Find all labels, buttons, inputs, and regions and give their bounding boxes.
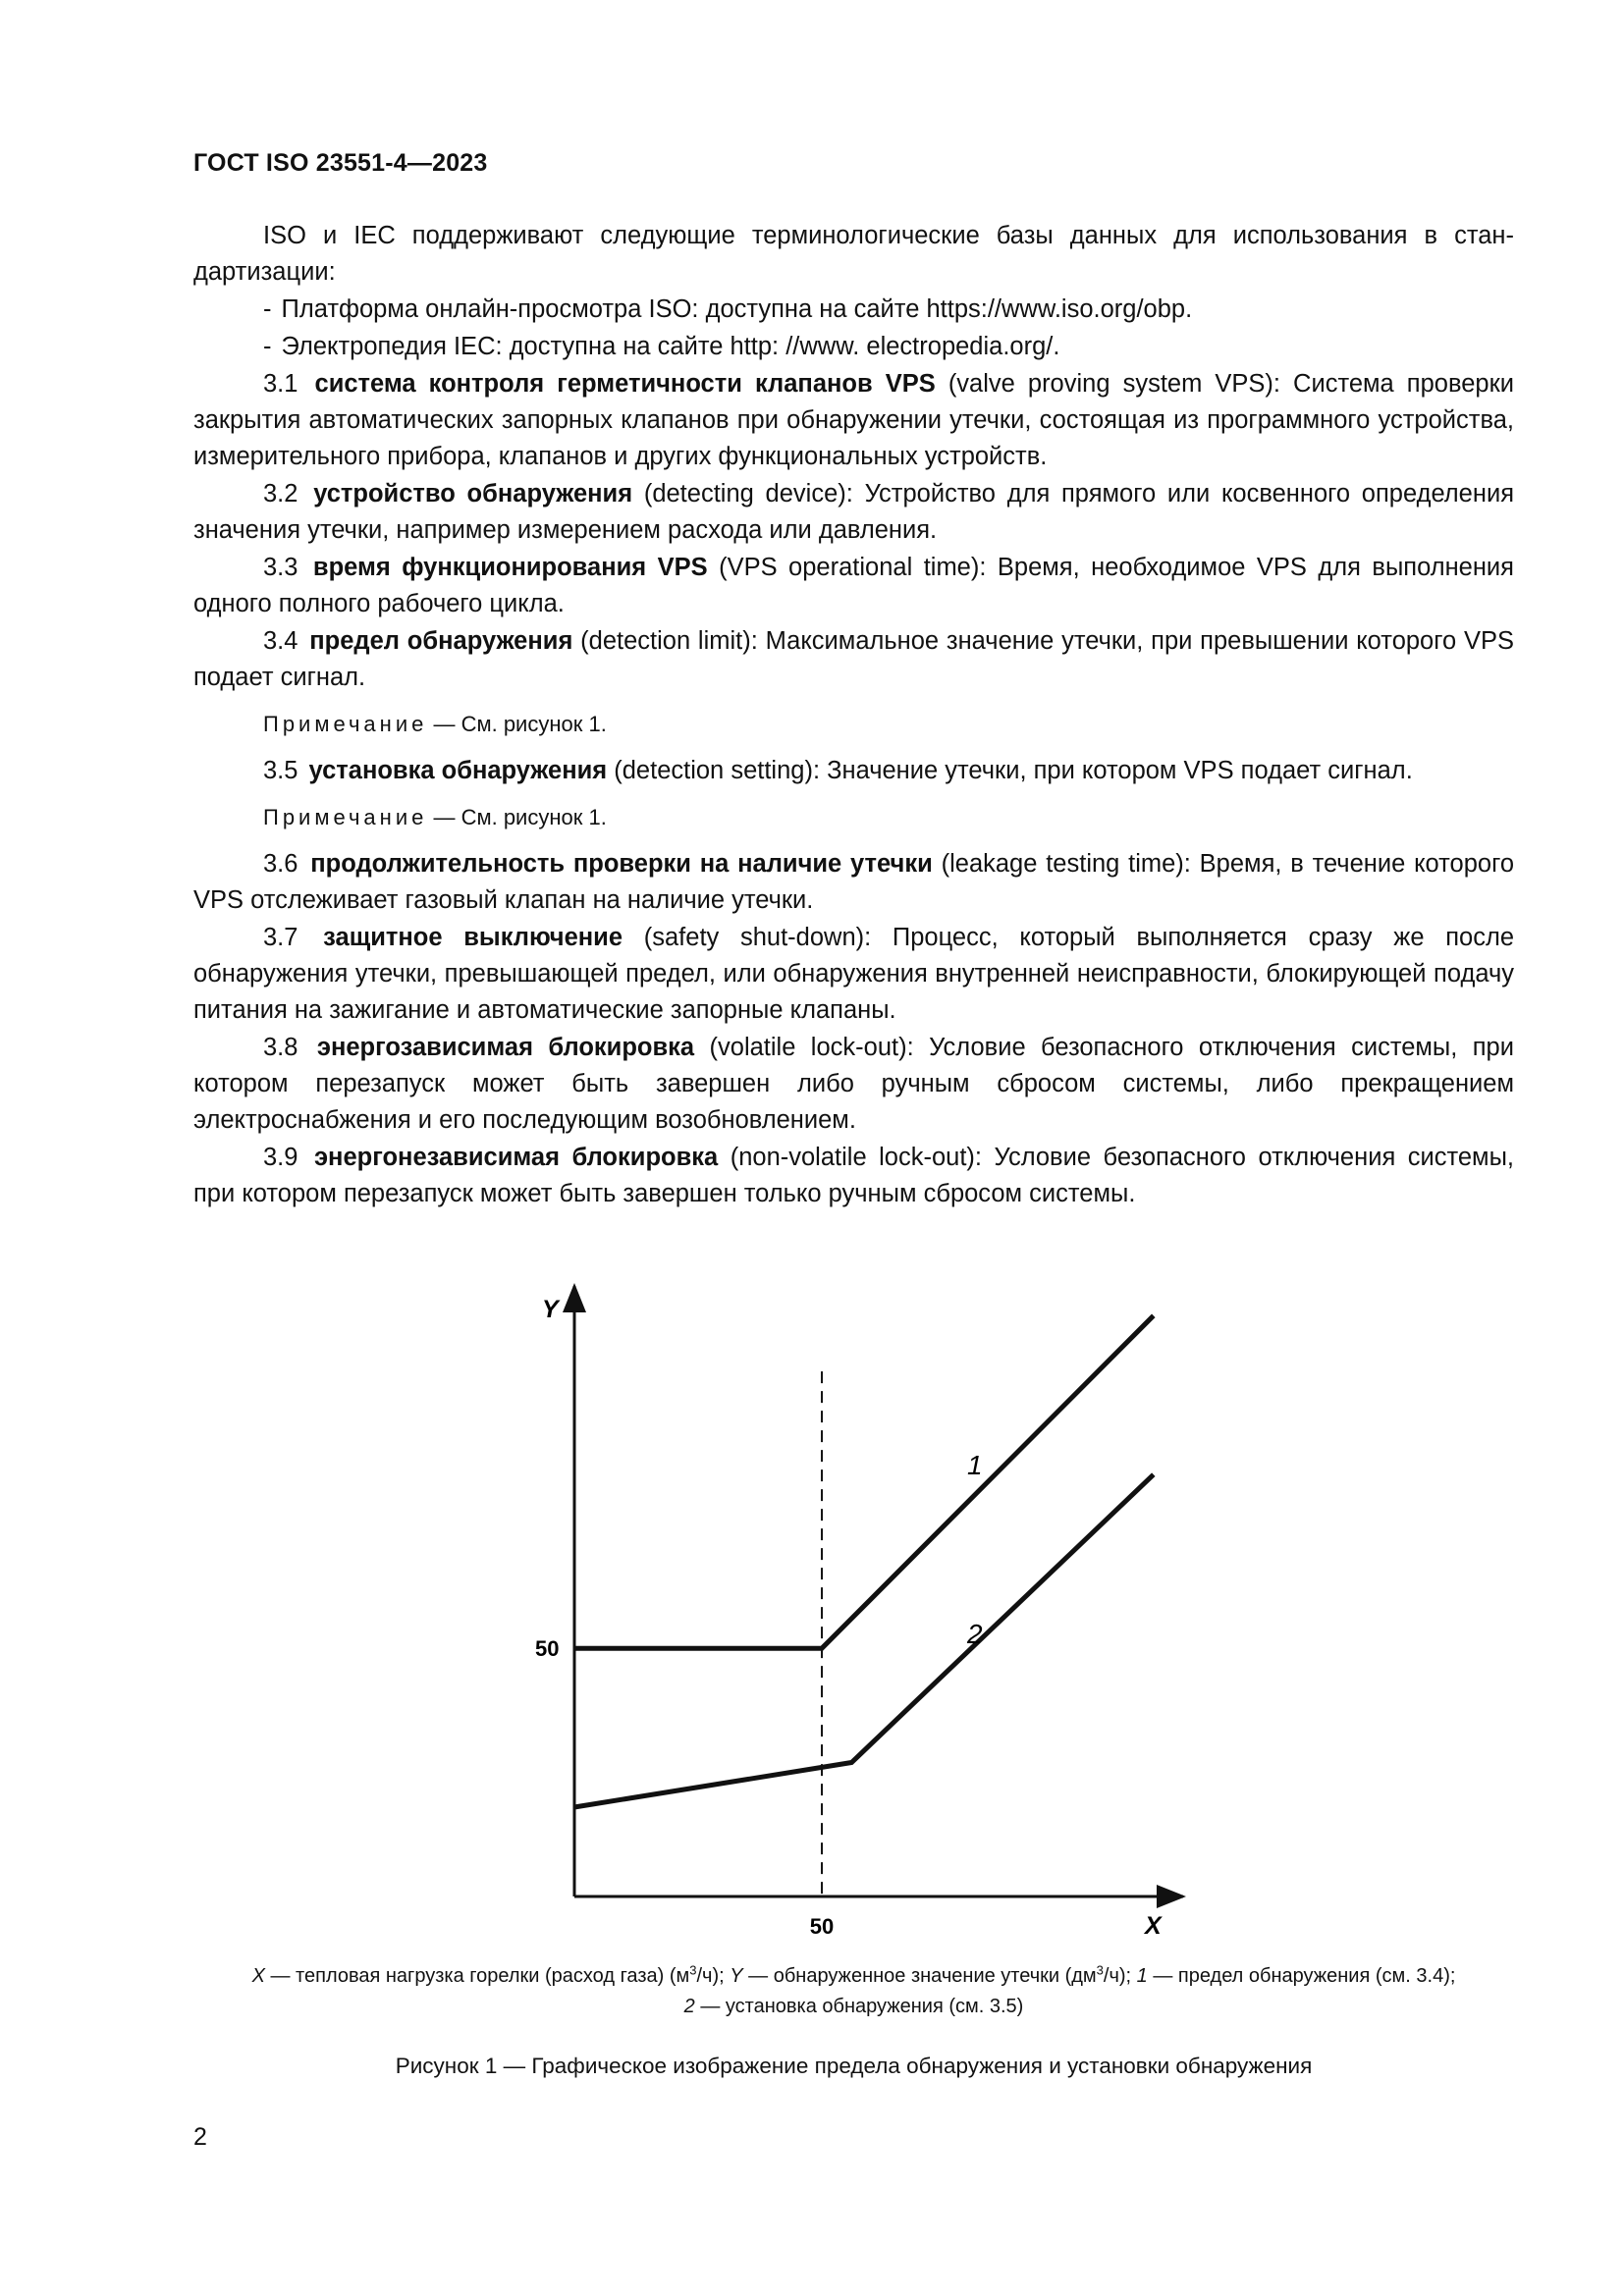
list-item: - Электропедия IEC: доступна на сайте http: //www. electropedia.org/. <box>263 333 1060 360</box>
list-item-text: Электропедия IEC: доступна на сайте http: //www. electropedia.org/. <box>281 333 1060 360</box>
x-tick-label: 50 <box>809 1914 835 1939</box>
figure-chart <box>0 1266 1624 1953</box>
term-3-9: 3.9 энергонезависимая блокировка (non-volatile lock-out): Условие безопасного отключения системы, при котором перезапуск может быть завершен только ручным сбросом системы. <box>193 1144 1515 1207</box>
figure-title: Рисунок 1 — Графическое изображение предела обнаружения и установки обнаружения <box>395 2054 1313 2078</box>
list-item: - Платформа онлайн-просмотра ISO: доступна на сайте https://www.iso.org/obp. <box>263 295 1193 323</box>
note-3-4: Примечание — См. рисунок 1. <box>263 712 607 736</box>
series-label-2: 2 <box>967 1619 983 1649</box>
term-3-8: 3.8 энергозависимая блокировка (volatile lock-out): Условие безопасного отключения системы, при котором перезапуск может быть завершен либо ручным сбросом системы, либо прекращением электроснабжения и его последующим возобновлением. <box>193 1034 1514 1134</box>
term-3-1: 3.1 система контроля герметичности клапанов VPS (valve proving system VPS): Система проверки закрытия автоматических запорных клапанов при обнаружении утечки, состоящая из программного устройства, измерительного прибора, клапанов и других функциональных устройств. <box>193 370 1514 470</box>
term-3-2: 3.2 устройство обнаружения (detecting device): Устройство для прямого или косвенного определения значения утечки, например измерением расхода или давления. <box>193 480 1514 544</box>
legend-line-2: 2 — установка обнаружения (см. 3.5) <box>683 1996 1024 2017</box>
term-3-4: 3.4 предел обнаружения (detection limit): Максимальное значение утечки, при превышении которого VPS подает сигнал. <box>193 627 1514 691</box>
intro-paragraph: ISO и IEC поддерживают следующие терминологические базы данных для использования в стандартизации: <box>193 222 1514 286</box>
document-body <box>193 218 1514 1213</box>
x-axis-label: X <box>1145 1912 1162 1940</box>
page-number: 2 <box>193 2123 207 2151</box>
y-tick-label: 50 <box>535 1636 560 1662</box>
y-axis-label: Y <box>542 1296 559 1323</box>
list-item-text: Платформа онлайн-просмотра ISO: доступна на сайте https://www.iso.org/obp. <box>281 295 1193 323</box>
series-line-2 <box>574 1474 1154 1807</box>
note-3-5: Примечание — См. рисунок 1. <box>263 805 607 829</box>
figure-legend <box>193 1961 1514 2022</box>
term-3-7: 3.7 защитное выключение (safety shut-down): Процесс, который выполняется сразу же после обнаружения утечки, превышающей предел, или обнаружения внутренней неисправности, блокирующей подачу питания на зажигание и автоматические запорные клапаны. <box>193 924 1515 1024</box>
series-label-1: 1 <box>967 1450 983 1480</box>
series-line-1 <box>574 1315 1154 1648</box>
document-header: ГОСТ ISO 23551-4—2023 <box>193 149 488 177</box>
term-3-6: 3.6 продолжительность проверки на наличие утечки (leakage testing time): Время, в течение которого VPS отслеживает газовый клапан на наличие утечки. <box>193 850 1514 914</box>
term-3-5: 3.5 установка обнаружения (detection setting): Значение утечки, при котором VPS подает сигнал. <box>263 757 1413 784</box>
term-3-3: 3.3 время функционирования VPS (VPS operational time): Время, необходимое VPS для выполнения одного полного рабочего цикла. <box>193 554 1514 617</box>
legend-line-1: X — тепловая нагрузка горелки (расход газа) $(м^3/ч)$; Y — обнаруженное значение утечки $(дм^3/ч)$; 1 — предел обнаружения (см. 3.4); <box>251 1962 1456 1987</box>
